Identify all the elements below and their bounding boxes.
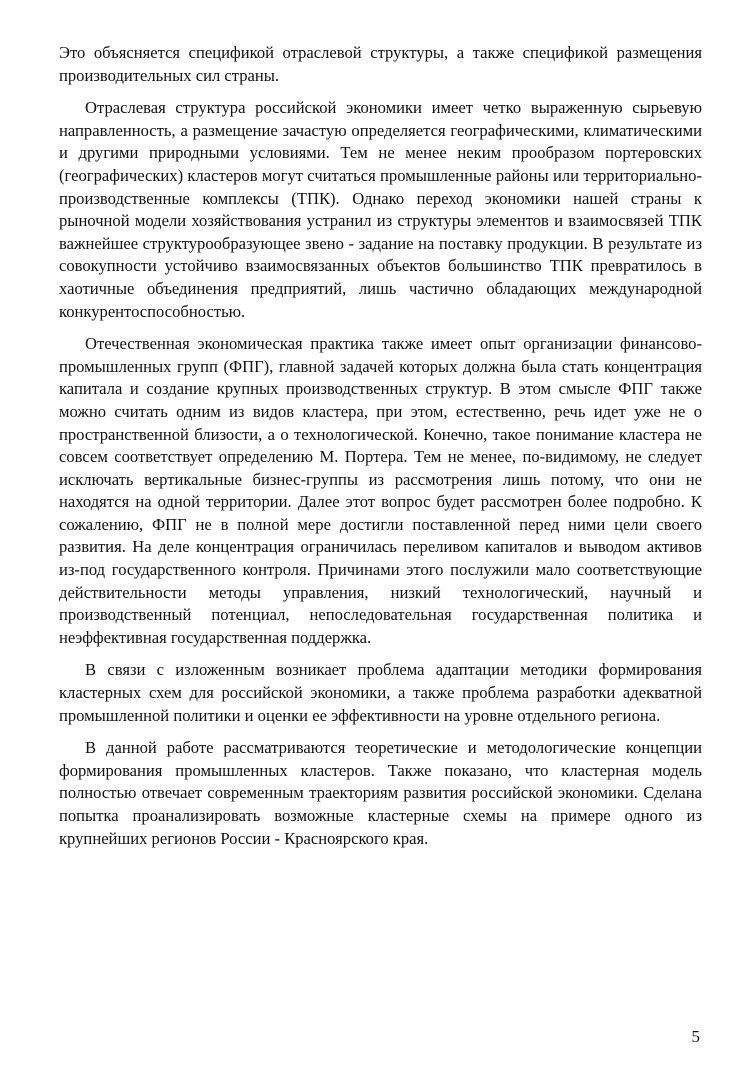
page-number: 5	[691, 1027, 700, 1046]
paragraph-industry-structure: Отраслевая структура российской экономики имеет четко выраженную сырьевую направленность, а размещение зачастую определяется географическими, климатическими и другими природными условиями. Тем не менее неким прообразом портеровских (географических) кластеров могут считаться промышленные районы или территориально-производственные комплексы (ТПК). Однако переход экономики нашей страны к рыночной модели хозяйствования устранил из структуры элементов и взаимосвязей ТПК важнейшее структурообразующее звено - задание на поставку продукции. В результате из совокупности устойчиво взаимосвязанных объектов большинство ТПК превратилось в хаотичные объединения предприятий, лишь частично обладающих международной конкурентоспособностью.	[59, 98, 702, 321]
paragraph-fpg-experience: Отечественная экономическая практика также имеет опыт организации финансово-промышленных групп (ФПГ), главной задачей которых должна была стать концентрация капитала и создание крупных производственных структур. В этом смысле ФПГ также можно считать одним из видов кластера, при этом, естественно, речь идет уже не о пространственной близости, а о технологической. Конечно, такое понимание кластера не совсем соответствует определению М. Портера. Тем не менее, по-видимому, не следует исключать вертикальные бизнес-группы из рассмотрения лишь потому, что они не находятся на одной территории. Далее этот вопрос будет рассмотрен более подробно. К сожалению, ФПГ не в полной мере достигли поставленной перед ними цели своего развития. На деле концентрация ограничилась переливом капиталов и выводом активов из-под государственного контроля. Причинами этого послужили мало соответствующие действительности методы управления, низкий технологический, научный и производственный потенциал, непоследовательная государственная политика и неэффективная государственная поддержка.	[59, 334, 702, 647]
paragraph-work-summary: В данной работе рассматриваются теоретические и методологические концепции формирования промышленных кластеров. Также показано, что кластерная модель полностью отвечает современным траекториям развития российской экономики. Сделана попытка проанализировать возможные кластерные схемы на примере одного из крупнейших регионов России - Красноярского края.	[59, 738, 702, 848]
paragraph-adaptation-problem: В связи с изложенным возникает проблема адаптации методики формирования кластерных схем для российской экономики, а также проблема разработки адекватной промышленной политики и оценки ее эффективности на уровне отдельного региона.	[59, 660, 702, 725]
body-text	[59, 42, 702, 860]
paragraph-continuation: Это объясняется спецификой отраслевой структуры, а также спецификой размещения производительных сил страны.	[59, 43, 702, 85]
